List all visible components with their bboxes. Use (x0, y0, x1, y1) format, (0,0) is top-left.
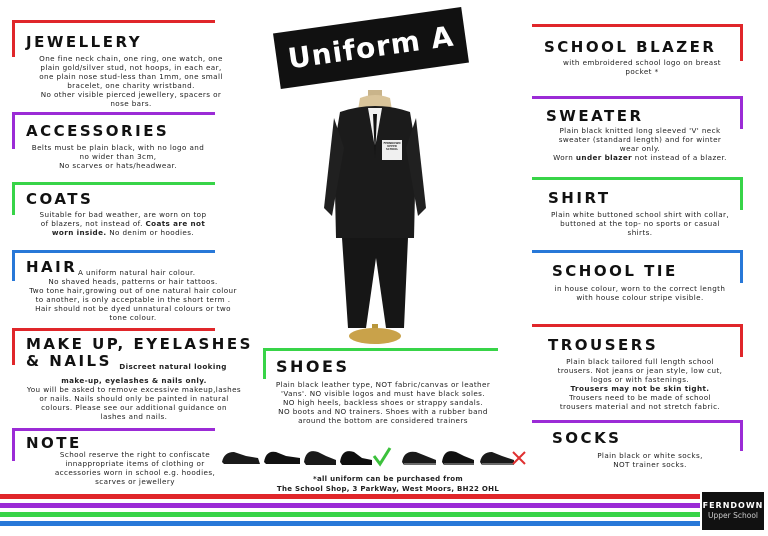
makeup-title-1: MAKE UP, EYELASHES (26, 335, 253, 353)
stripe-red (0, 494, 700, 499)
socks-text: Plain black or white socks, NOT trainer socks. (597, 451, 703, 469)
shoe-7-image (480, 452, 514, 465)
stripe-blue (0, 521, 700, 526)
note-text: School reserve the right to confiscate innappropriate items of clothing or accessories worn in school e.g. hoodies, scarves or jewellery (54, 450, 216, 486)
shoe-6-image (442, 451, 474, 465)
makeup-title-2: & NAILS (26, 352, 112, 370)
tie-text: in house colour, worn to the correct length with house colour stripe visible. (554, 284, 726, 302)
purchase-note: *all uniform can be purchased from The School Shop, 3 ParkWay, West Moors, BH22 OHL (276, 475, 500, 493)
coats-text: Suitable for bad weather, are worn on top of blazers, not instead of. Coats are not worn inside. No denim or hoodies. (39, 210, 207, 237)
shirt-text: Plain white buttoned school shirt with collar, buttoned at the top- no sports or casual shirts. (550, 210, 730, 237)
hair-title: HAIR (26, 258, 78, 276)
jewellery-text: One fine neck chain, one ring, one watch, one plain gold/silver stud, not hoops, in each ear, one plain nose stud-less than 1mm, one small bracelet, one charity wristband. No other visible pierced jewellery, spacers or nose bars. (39, 54, 223, 108)
sweater-title: SWEATER (546, 107, 644, 125)
blazer-mannequin-image (320, 88, 430, 348)
trousers-text: Plain black tailored full length school trousers. Not jeans or jean style, low cut, logos or with fastenings. Trousers may not be skin tight. Trousers need to be made of school trousers material and not stretch fabric. (557, 357, 723, 411)
school-logo: FERNDOWN Upper School (702, 492, 764, 530)
shoe-examples (220, 440, 530, 470)
shoe-5-image (402, 452, 436, 465)
blazer-text: with embroidered school logo on breast pocket * (563, 58, 721, 76)
note-title: NOTE (26, 434, 82, 452)
hair-first-line: A uniform natural hair colour. (78, 268, 196, 277)
sweater-text: Plain black knitted long sleeved 'V' neck sweater (standard length) and for winter wear only. Worn under blazer not instead of a blazer. (553, 126, 727, 162)
blazer-badge-text: FERNDOWN UPPER SCHOOL (383, 142, 401, 152)
makeup-bold: Discreet natural looking (119, 362, 227, 371)
accessories-text: Belts must be plain black, with no logo and no wider than 3cm, No scarves or hats/headwear. (31, 143, 205, 170)
shoes-title: SHOES (276, 357, 350, 376)
coats-title: COATS (26, 190, 94, 208)
tie-title: SCHOOL TIE (552, 262, 678, 280)
shoe-3-image (304, 451, 336, 465)
cross-icon (513, 452, 525, 464)
shoe-1-image (222, 452, 260, 464)
blazer-title: SCHOOL BLAZER (544, 38, 717, 56)
tick-icon (374, 448, 390, 464)
uniform-banner: Uniform A (273, 7, 469, 89)
stripe-purple (0, 503, 700, 508)
stripe-green (0, 512, 700, 517)
accessories-title: ACCESSORIES (26, 122, 170, 140)
trousers-title: TROUSERS (548, 336, 659, 354)
jewellery-title: JEWELLERY (26, 33, 143, 51)
shirt-title: SHIRT (548, 189, 611, 207)
shoe-4-image (340, 451, 372, 465)
hair-text: No shaved heads, patterns or hair tattoos. Two tone hair,growing out of one natural hair colour to another, is only acceptable in the short term . Hair should not be dyed unnatural colours or two tone colour. (29, 277, 237, 322)
shoe-2-image (264, 452, 300, 464)
shoes-text: Plain black leather type, NOT fabric/canvas or leather 'Vans'. NO visible logos and must have black soles. NO high heels, backless shoes or strappy sandals. NO boots and NO trainers. Shoes with a rubber band around the bottom are considered trainers (275, 380, 491, 425)
makeup-text: make-up, eyelashes & nails only. You will be asked to remove excessive makeup,lashes or nails. Nails should only be painted in natural colours. Please see our additional guidance on lashes and nails. (26, 376, 242, 421)
socks-title: SOCKS (552, 429, 622, 447)
